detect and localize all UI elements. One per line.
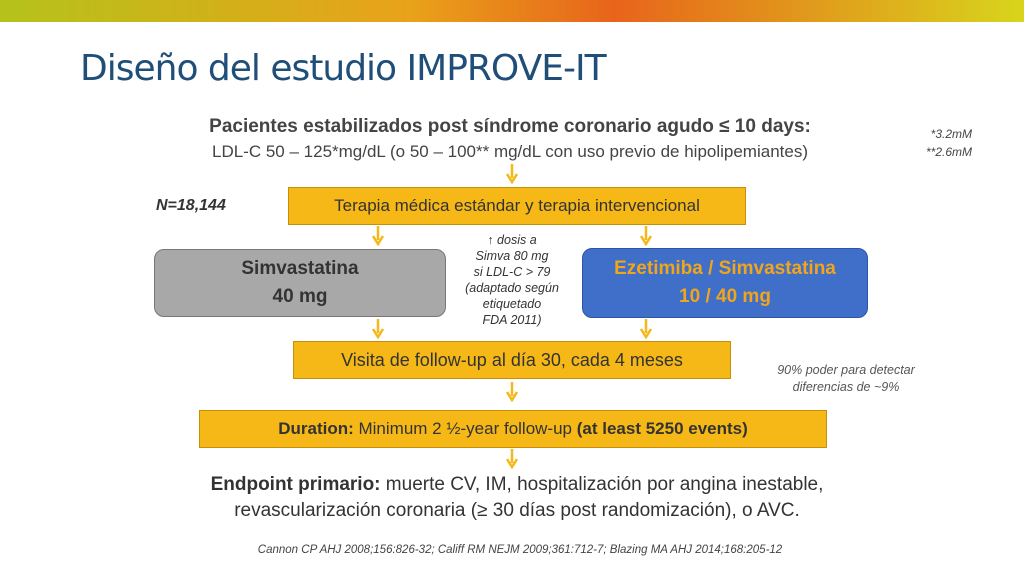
dose-titration-note [450,232,574,328]
simvastatin-arm-box [154,249,446,317]
patients-heading: Pacientes estabilizados post síndrome coronario agudo ≤ 10 days: [209,116,811,137]
standard-therapy-box [288,187,746,225]
primary-endpoint-line2: revascularización coronaria (≥ 30 días post randomización), o AVC. [234,500,800,521]
conversion-note-2: **2.6mM [925,145,972,159]
endpoint-text-1: muerte CV, IM, hospitalización por angina inestable, [380,474,824,495]
slide-title: Diseño del estudio IMPROVE-IT [80,48,606,89]
ezetimibe-arm-dose: 10 / 40 mg [679,286,771,307]
followup-visits-box [293,341,731,379]
ezetimibe-arm-box [582,248,868,318]
simvastatin-arm-dose: 40 mg [272,286,328,307]
arrow-down-icon [640,226,652,246]
duration-text: Minimum 2 ½-year follow-up [353,419,577,438]
ezetimibe-arm-name: Ezetimiba / Simvastatina [614,258,836,279]
arrow-down-icon [506,449,518,469]
dose-note-line: si LDL-C > 79 [473,265,551,279]
dose-note-line: etiquetado [482,297,542,311]
duration-label: Duration: [278,419,354,438]
arrow-down-icon [372,226,384,246]
power-note [756,362,936,396]
followup-visits-text: Visita de follow-up al día 30, cada 4 meses [341,349,683,370]
dose-note-line: ↑ dosis a [487,233,537,247]
top-accent-bar [0,0,1024,22]
patients-subheading: LDL-C 50 – 125*mg/dL (o 50 – 100** mg/dL con uso previo de hipolipemiantes) [212,142,808,161]
primary-endpoint-line1 [120,474,914,496]
power-note-line: 90% poder para detectar [777,363,915,377]
duration-events: (at least 5250 events) [576,419,748,438]
power-note-line: diferencias de ~9% [792,380,900,394]
arrow-down-icon [506,164,518,184]
standard-therapy-text: Terapia médica estándar y terapia intervencional [334,196,700,215]
references: Cannon CP AHJ 2008;156:826-32; Califf RM NEJM 2009;361:712-7; Blazing MA AHJ 2014;168:205-12 [257,544,783,556]
conversion-note-1: *3.2mM [930,127,972,141]
sample-size-label: N=18,144 [156,197,226,214]
dose-note-line: FDA 2011) [482,313,542,327]
duration-box [199,410,827,448]
endpoint-label: Endpoint primario: [210,474,381,495]
dose-note-line: Simva 80 mg [475,249,549,263]
dose-note-line: (adaptado según [465,281,559,295]
arrow-down-icon [640,319,652,339]
arrow-down-icon [506,382,518,402]
arrow-down-icon [372,319,384,339]
simvastatin-arm-name: Simvastatina [241,258,359,279]
